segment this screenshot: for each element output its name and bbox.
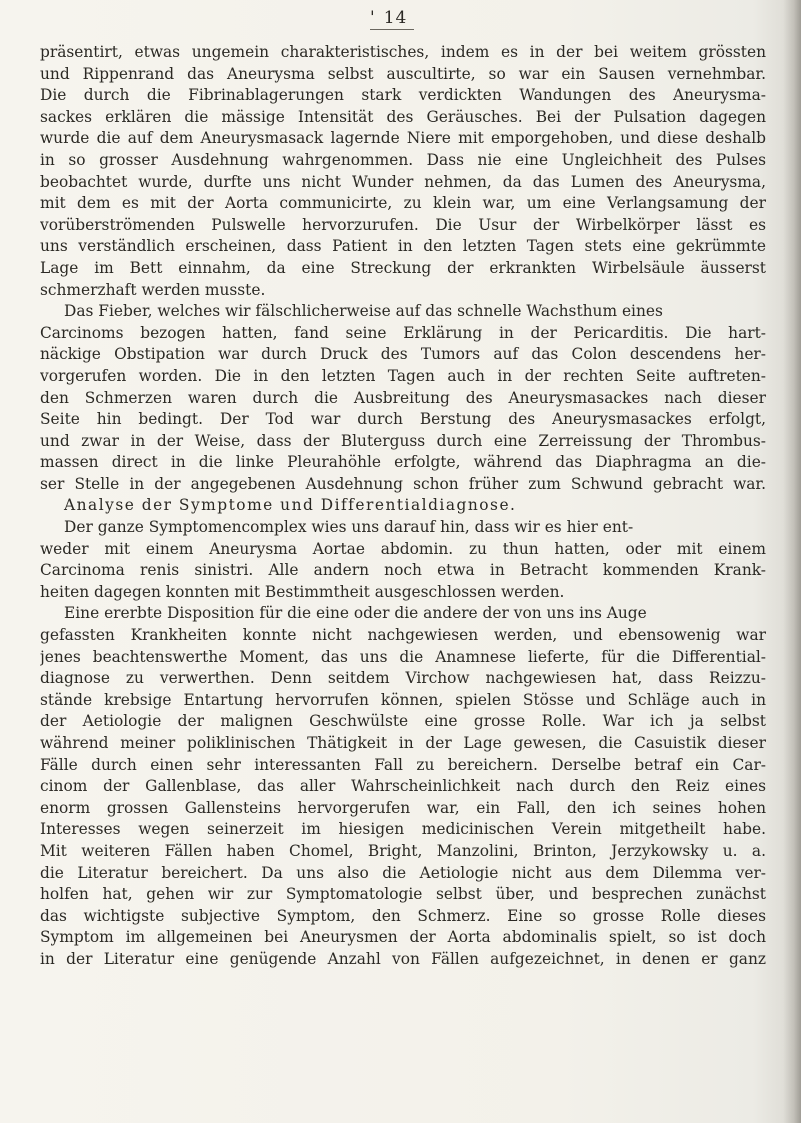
text-line: vorüberströmenden Pulswelle hervorzurufen. Die Usur der Wirbelkörper lässt es (40, 215, 766, 234)
text-line: jenes beachtenswerthe Moment, das uns die Anamnese lieferte, für die Differential- (40, 647, 766, 666)
text-line: und zwar in der Weise, dass der Bluterguss durch eine Zerreissung der Thrombus- (40, 431, 766, 450)
text-line: die Literatur bereichert. Da uns also die Aetiologie nicht aus dem Dilemma ver- (40, 863, 766, 882)
text-line: massen direct in die linke Pleurahöhle erfolgte, während das Diaphragma an die- (40, 453, 766, 472)
text-line: präsentirt, etwas ungemein charakteristisches, indem es in der bei weitem grössten (40, 43, 766, 61)
text-line: enorm grossen Gallensteins hervorgerufen war, ein Fall, den ich seines hohen (40, 798, 766, 817)
text-line: der Aetiologie der malignen Geschwülste eine grosse Rolle. War ich ja selbst (40, 712, 766, 731)
text-line: Der ganze Symptomencomplex wies uns darauf hin, dass wir es hier ent- (64, 518, 634, 537)
text-line: diagnose zu verwerthen. Denn seitdem Virchow nachgewiesen hat, dass Reizzu- (40, 669, 766, 688)
text-line: Seite hin bedingt. Der Tod war durch Berstung des Aneurysmasackes erfolgt, (40, 410, 766, 429)
text-line: Lage im Bett einnahm, da eine Streckung der erkrankten Wirbelsäule äusserst (40, 258, 766, 277)
text-line: vorgerufen worden. Die in den letzten Tagen auch in der rechten Seite auftreten- (40, 366, 766, 385)
text-line: schmerzhaft werden musste. (40, 280, 266, 299)
text-line: während meiner poliklinischen Thätigkeit in der Lage gewesen, die Casuistik dieser (40, 734, 766, 752)
text-line: sackes erklären die mässige Intensität des Geräusches. Bei der Pulsation dagegen (40, 107, 766, 126)
text-line: Mit weiteren Fällen haben Chomel, Bright, Manzolini, Brinton, Jerzykowsky u. a. (40, 841, 766, 860)
text-line: stände krebsige Entartung hervorrufen können, spielen Stösse und Schläge auch in (40, 690, 766, 709)
text-line: in so grosser Ausdehnung wahrgenommen. Dass nie eine Ungleichheit des Pulses (40, 150, 766, 169)
text-line: wurde die auf dem Aneurysmasack lagernde Niere mit emporgehoben, und diese deshalb (40, 129, 766, 148)
text-line: heiten dagegen konnten mit Bestimmtheit ausgeschlossen werden. (40, 582, 565, 601)
text-line: Carcinoma renis sinistri. Alle andern noch etwa in Betracht kommenden Krank- (40, 561, 766, 580)
text-line: uns verständlich erscheinen, dass Patient in den letzten Tagen stets eine gekrümmte (40, 237, 766, 256)
text-line: holfen hat, gehen wir zur Symptomatologie selbst über, und besprechen zunächst (40, 885, 766, 904)
page-edge-shadow (783, 0, 801, 1123)
text-line: ser Stelle in der angegebenen Ausdehnung schon früher zum Schwund gebracht war. (40, 474, 766, 493)
page-number-mark: ' (370, 8, 376, 28)
page-number-underline (370, 29, 414, 30)
text-line: Carcinoms bezogen hatten, fand seine Erklärung in der Pericarditis. Die hart- (40, 323, 766, 342)
text-line: Symptom im allgemeinen bei Aneurysmen der Aorta abdominalis spielt, so ist doch (40, 928, 766, 947)
section-heading: Analyse der Symptome und Differentialdiagnose. (64, 496, 517, 515)
text-line: Das Fieber, welches wir fälschlicherweise auf das schnelle Wachsthum eines (64, 302, 663, 321)
text-line: den Schmerzen waren durch die Ausbreitung des Aneurysmasackes nach dieser (40, 388, 766, 407)
body-text (40, 42, 766, 971)
text-line: Fälle durch einen sehr interessanten Fall zu bereichern. Derselbe betraf ein Car- (40, 755, 766, 774)
text-line: näckige Obstipation war durch Druck des Tumors auf das Colon descendens her- (40, 345, 766, 364)
text-line: mit dem es mit der Aorta communicirte, zu klein war, um eine Verlangsamung der (40, 194, 766, 213)
page-number (370, 8, 407, 28)
text-line: beobachtet wurde, durfte uns nicht Wunder nehmen, da das Lumen des Aneurysma, (40, 172, 766, 191)
text-line: weder mit einem Aneurysma Aortae abdomin. zu thun hatten, oder mit einem (40, 539, 766, 558)
text-line: Die durch die Fibrinablagerungen stark verdickten Wandungen des Aneurysma- (40, 86, 766, 105)
text-line: und Rippenrand das Aneurysma selbst auscultirte, so war ein Sausen vernehmbar. (40, 64, 766, 83)
text-line: Eine ererbte Disposition für die eine oder die andere der von uns ins Auge (64, 604, 647, 623)
text-line: das wichtigste subjective Symptom, den Schmerz. Eine so grosse Rolle dieses (40, 906, 766, 925)
text-line: Interesses wegen seinerzeit im hiesigen medicinischen Verein mitgetheilt habe. (40, 820, 766, 839)
page-number-value: 14 (383, 8, 408, 28)
text-line: gefassten Krankheiten konnte nicht nachgewiesen werden, und ebensowenig war (40, 626, 766, 645)
text-line: in der Literatur eine genügende Anzahl von Fällen aufgezeichnet, in denen er ganz (40, 949, 766, 968)
text-line: cinom der Gallenblase, das aller Wahrscheinlichkeit nach durch den Reiz eines (40, 777, 766, 796)
